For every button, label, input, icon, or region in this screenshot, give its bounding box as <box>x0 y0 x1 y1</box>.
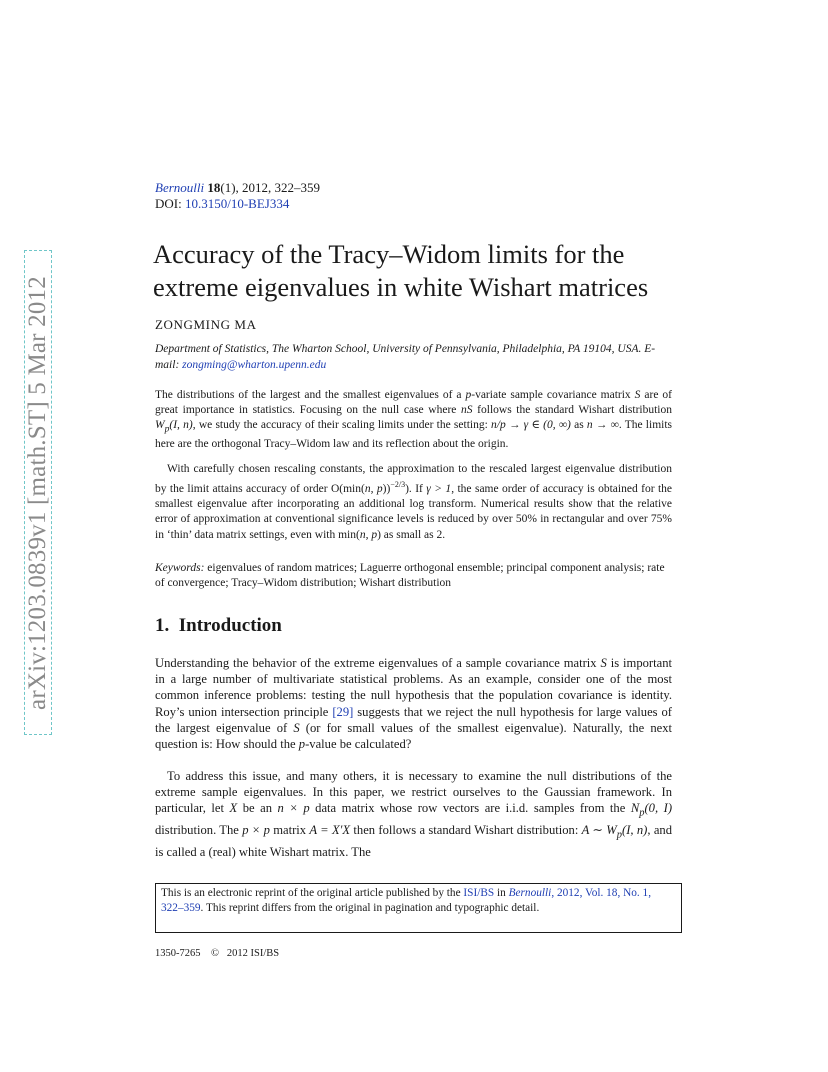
keywords-label: Keywords: <box>155 562 205 574</box>
isi-bs-link[interactable]: ISI/BS <box>463 887 495 899</box>
section-title: Introduction <box>178 615 282 636</box>
paper-title: Accuracy of the Tracy–Widom limits for the extreme eigenvalues in white Wishart matrices <box>153 239 649 302</box>
journal-header <box>155 180 320 212</box>
bernoulli-link[interactable]: Bernoulli <box>508 887 552 899</box>
footer <box>155 948 279 959</box>
journal-volume: 18 <box>207 180 221 195</box>
author-affiliation <box>155 341 675 373</box>
reference-link[interactable]: [29] <box>332 704 354 719</box>
intro-paragraph-2: To address this issue, and many others, it is necessary to examine the null distributions of the extreme sample eigenvalues. In this paper, we restrict ourselves to the Gaussian framework. In particular, let X be an n × p data matrix whose row vectors are i.i.d. samples from the $N_p(0$, I) distribution. The p × p matrix A = X′X then follows a standard Wishart distribution: A ∼ $W_p(I$, n), and is called a (real) white Wishart matrix. The <box>155 769 673 859</box>
issn: 1350-7265 <box>155 948 201 959</box>
copyright-symbol: © <box>211 948 219 959</box>
intro-paragraph-1: Understanding the behavior of the extreme eigenvalues of a sample covariance matrix S is important in a large number of multivariate statistical problems. As an example, consider one of the most common inference problems: testing the null hypothesis that the population covariance is identity. Roy’s union intersection principle [29] suggests that we reject the null hypothesis for large values of the largest eigenvalue of S (or for small values of the smallest eigenvalue). Naturally, the next question is: How should the p-value be calculated? <box>155 656 672 752</box>
journal-link[interactable]: Bernoulli <box>155 180 205 195</box>
citation-link[interactable]: 2012, Vol. 18, No. 1, 322–359 <box>161 887 652 914</box>
abstract-paragraph-2: With carefully chosen rescaling constants, the approximation to the rescaled largest eigenvalue distribution by the limit attains accuracy of order O(min(n, p))$^{-2/3}$). If γ > 1, the same order of accuracy is obtained for the smallest eigenvalue after incorporating an additional log transform. Numerical results show that the relative error of approximation at conventional significance levels is reduced by over 50% in rectangular and over 75% in ‘thin’ data matrix settings, even with min(n, p) as small as 2. <box>155 463 673 541</box>
section-heading <box>155 615 282 637</box>
section-number: 1. <box>155 615 170 636</box>
doi-label: DOI: <box>155 196 182 211</box>
affiliation-text: Department of Statistics, The Wharton School, University of Pennsylvania, Philadelphia, PA 19104, USA. E-mail: <box>155 343 656 371</box>
journal-issue: (1), 2012, 322–359 <box>220 180 321 195</box>
arxiv-identifier: arXiv:1203.0839v1 [math.ST] 5 Mar 2012 <box>24 275 51 710</box>
author-name: ZONGMING MA <box>155 317 257 332</box>
doi-link[interactable]: 10.3150/10-BEJ334 <box>184 196 290 211</box>
email-link[interactable]: zongming@wharton.upenn.edu <box>182 359 327 371</box>
abstract-paragraph-1: The distributions of the largest and the smallest eigenvalues of a p-variate sample covariance matrix S are of great importance in statistics. Focusing on the null case where nS follows the standard Wishart distribution $W_p(I$, n), we study the accuracy of their scaling limits under the setting: n/p → γ ∈ (0, ∞) as n → ∞. The limits here are the orthogonal Tracy–Widom law and its reflection about the origin. <box>155 389 673 450</box>
keywords <box>155 561 672 591</box>
arxiv-stamp <box>24 250 52 735</box>
copyright-year-publisher: 2012 ISI/BS <box>226 948 280 959</box>
doi-line <box>155 196 320 212</box>
keywords-list: eigenvalues of random matrices; Laguerre orthogonal ensemble; principal component analysis; rate of convergence; Tracy–Widom distribution; Wishart distribution <box>155 562 665 590</box>
journal-citation <box>155 180 320 196</box>
reprint-notice: This is an electronic reprint of the original article published by the ISI/BS in Bernoulli, 2012, Vol. 18, No. 1, 322–359. This reprint differs from the original in pagination and typographic detail. <box>155 883 682 933</box>
